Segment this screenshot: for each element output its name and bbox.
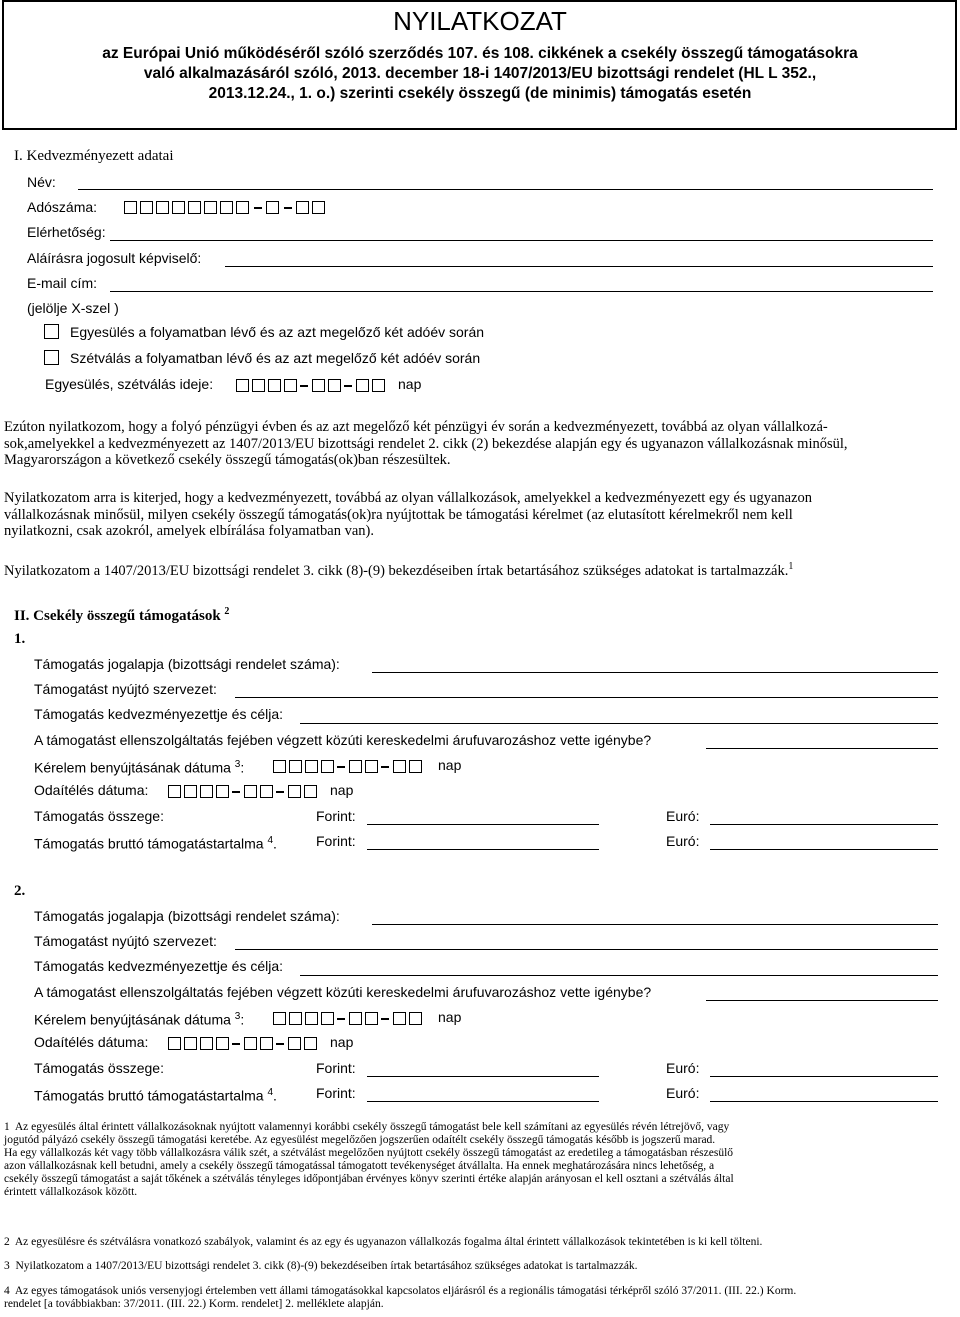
document-title: NYILATKOZAT <box>393 6 567 36</box>
provider-field[interactable] <box>235 697 938 698</box>
gross-label: Támogatás bruttó támogatástartalma $^4$. <box>34 1087 277 1104</box>
split-checkbox[interactable] <box>44 350 59 365</box>
request-date-label: Kérelem benyújtásának dátuma $^3$: <box>34 759 245 776</box>
legal-basis-field[interactable] <box>372 672 938 673</box>
request-date-field[interactable] <box>273 757 423 775</box>
amount-forint-label: Forint: <box>316 1060 356 1076</box>
gross-label: Támogatás bruttó támogatástartalma $^4$. <box>34 835 277 852</box>
gross-euro-field[interactable] <box>710 849 938 850</box>
award-date-day: nap <box>330 782 354 798</box>
award-date-label: Odaítélés dátuma: <box>34 782 149 798</box>
transport-answer-field[interactable] <box>706 1000 938 1001</box>
amount-euro-label: Euró: <box>666 1060 700 1076</box>
item-number: 2. <box>14 883 26 899</box>
representative-label: Aláírásra jogosult képviselő: <box>27 250 202 266</box>
gross-euro-label: Euró: <box>666 833 700 849</box>
footnote-ref-4: 4 <box>267 835 274 846</box>
footnote-ref-3: 3 <box>234 759 241 770</box>
merger-date-field[interactable] <box>236 376 391 394</box>
gross-forint-label: Forint: <box>316 833 356 849</box>
email-label: E-mail cím: <box>27 275 97 291</box>
section-2-title: II. Csekély összegű támogatások $^2$ <box>14 606 230 624</box>
declaration-paragraph-2: Nyilatkozatom arra is kiterjed, hogy a kedvezményezett, továbbá az olyan vállalkozások, amelyekkel a kedvezményezett egy és ugyanazon vállalkozásnak minősül, milyen csekély összegű támogatás(ok)ra nyújtottak be támogatási kérelmet (az elutasított kérelmekről nem kell nyilatkozni, csak azokról, amelyek elbírálása folyamatban van). <box>4 490 813 539</box>
provider-label: Támogatást nyújtó szervezet: <box>34 681 217 697</box>
email-field[interactable] <box>110 291 933 292</box>
section-1-title: I. Kedvezményezett adatai <box>14 148 174 164</box>
merger-date-day: nap <box>398 376 422 392</box>
transport-question-label: A támogatást ellenszolgáltatás fejében végzett közúti kereskedelmi árufuvarozáshoz vette igénybe? <box>34 732 652 748</box>
amount-label: Támogatás összege: <box>34 808 164 824</box>
item-number: 1. <box>14 631 26 647</box>
footnote-ref-3: 3 <box>234 1011 241 1022</box>
representative-field[interactable] <box>225 266 933 267</box>
legal-basis-label: Támogatás jogalapja (bizottsági rendelet száma): <box>34 908 340 924</box>
amount-forint-field[interactable] <box>367 824 599 825</box>
request-date-label: Kérelem benyújtásának dátuma $^3$: <box>34 1011 245 1028</box>
merger-checkbox[interactable] <box>44 324 59 339</box>
contact-label: Elérhetőség: <box>27 224 106 240</box>
beneficiary-label: Támogatás kedvezményezettje és célja: <box>34 706 284 722</box>
footnote-ref-2: 2 <box>224 606 230 617</box>
gross-euro-field[interactable] <box>710 1101 938 1102</box>
gross-forint-field[interactable] <box>367 1101 599 1102</box>
subtitle-line-1: az Európai Unió működéséről szóló szerződés 107. és 108. cikkének a csekély összegű támogatásokra <box>102 45 858 62</box>
gross-forint-label: Forint: <box>316 1085 356 1101</box>
amount-euro-field[interactable] <box>710 824 938 825</box>
name-field[interactable] <box>78 189 933 190</box>
beneficiary-label: Támogatás kedvezményezettje és célja: <box>34 958 284 974</box>
merger-date-label: Egyesülés, szétválás ideje: <box>45 376 214 392</box>
request-date-day: nap <box>438 1009 462 1025</box>
award-date-day: nap <box>330 1034 354 1050</box>
gross-euro-label: Euró: <box>666 1085 700 1101</box>
footnote-4: 4 Az egyes támogatások uniós versenyjogi értelemben vett állami támogatásokkal kapcsolatos eljárásról és a regionális támogatási térképről szóló 37/2011. (III. 22.) Korm. rendelet [a továbbiakban: 37/2011. (III. 22.) Korm. rendelet] 2. melléklete alapján. <box>4 1285 797 1310</box>
request-date-day: nap <box>438 757 462 773</box>
beneficiary-field[interactable] <box>300 723 938 724</box>
legal-basis-field[interactable] <box>372 924 938 925</box>
footnote-2: 2 Az egyesülésre és szétválásra vonatkozó szabályok, valamint és az egy és ugyanazon vállalkozás fogalma által érintett vállalkozások tekintetében is ki kell tölteni. <box>4 1236 763 1248</box>
amount-euro-label: Euró: <box>666 808 700 824</box>
footnote-3: 3 Nyilatkozatom a 1407/2013/EU bizottsági rendelet 3. cikk (8)-(9) bekezdéseiben írtak betartásához szükséges adatokat is tartalmazzák. <box>4 1260 638 1272</box>
gross-forint-field[interactable] <box>367 849 599 850</box>
subtitle-line-2: való alkalmazásáról szóló, 2013. december 18-i 1407/2013/EU bizottsági rendelet (HL L 352., <box>143 65 817 82</box>
transport-question-label: A támogatást ellenszolgáltatás fejében végzett közúti kereskedelmi árufuvarozáshoz vette igénybe? <box>34 984 652 1000</box>
amount-forint-field[interactable] <box>367 1076 599 1077</box>
merger-option-label: Egyesülés a folyamatban lévő és az azt megelőző két adóév során <box>70 324 485 340</box>
award-date-field[interactable] <box>168 782 318 800</box>
contact-field[interactable] <box>110 240 933 241</box>
amount-euro-field[interactable] <box>710 1076 938 1077</box>
transport-answer-field[interactable] <box>706 748 938 749</box>
award-date-field[interactable] <box>168 1034 318 1052</box>
legal-basis-label: Támogatás jogalapja (bizottsági rendelet száma): <box>34 656 340 672</box>
footnote-ref-4: 4 <box>267 1087 274 1098</box>
document-subtitle <box>20 44 940 104</box>
amount-forint-label: Forint: <box>316 808 356 824</box>
name-label: Név: <box>27 174 56 190</box>
tax-number-label: Adószáma: <box>27 199 98 215</box>
award-date-label: Odaítélés dátuma: <box>34 1034 149 1050</box>
amount-label: Támogatás összege: <box>34 1060 164 1076</box>
provider-label: Támogatást nyújtó szervezet: <box>34 933 217 949</box>
declaration-paragraph-3: Nyilatkozatom a 1407/2013/EU bizottsági rendelet 3. cikk (8)-(9) bekezdéseiben írtak betartásához szükséges adatokat is tartalmazzák.$^1$ <box>4 561 794 579</box>
footnote-1: 1 Az egyesülés által érintett vállalkozásoknak nyújtott valamennyi korábbi csekély összegű támogatást bele kell számítani az egyesülés révén létrejövő, vagy jogutód pályázó csekély összegű támogatási keretébe. Az egyesülést megelőzően jogszerűen odaítélt csekély összegű támogatás később is jogszerű marad. Ha egy vállalkozás két vagy több vállalkozásra válik szét, a szétválást megelőzően nyújtott csekély összegű támogatást az eredetileg a támogatásban részesülő azon vállalkozásnak kell betudni, amely a csekély összegű támogatással támogatott tevékenységet átvállalta. Ha ennek meghatározására nincs lehetőség, a csekély összegű támogatást a saját tőkének a szétválás tényleges időpontjában érvényes könyv szerinti értéke alapján arányosan el kell osztani a szétválás által érintett vállalkozások között. <box>4 1121 734 1198</box>
subtitle-line-3: 2013.12.24., 1. o.) szerinti csekély összegű (de minimis) támogatás esetén <box>208 85 752 102</box>
footnote-ref-1: 1 <box>788 561 794 572</box>
beneficiary-field[interactable] <box>300 975 938 976</box>
request-date-field[interactable] <box>273 1009 423 1027</box>
declaration-paragraph-1: Ezúton nyilatkozom, hogy a folyó pénzügyi évben és az azt megelőző két pénzügyi év során a kedvezményezett, továbbá az olyan vállalkozá- sok,amelyekkel a kedvezményezett az 1407/2013/EU bizottsági rendelet 2. cikk (2) bekezdése alapján egy és ugyanazon vállalkozásnak minősül, Magyarországon a következő csekély összegű támogatás(ok)ban részesültek. <box>4 419 848 468</box>
split-option-label: Szétválás a folyamatban lévő és az azt megelőző két adóév során <box>70 350 481 366</box>
tax-number-field[interactable] <box>124 198 339 216</box>
mark-instruction: (jelölje X-szel ) <box>27 300 119 316</box>
provider-field[interactable] <box>235 949 938 950</box>
